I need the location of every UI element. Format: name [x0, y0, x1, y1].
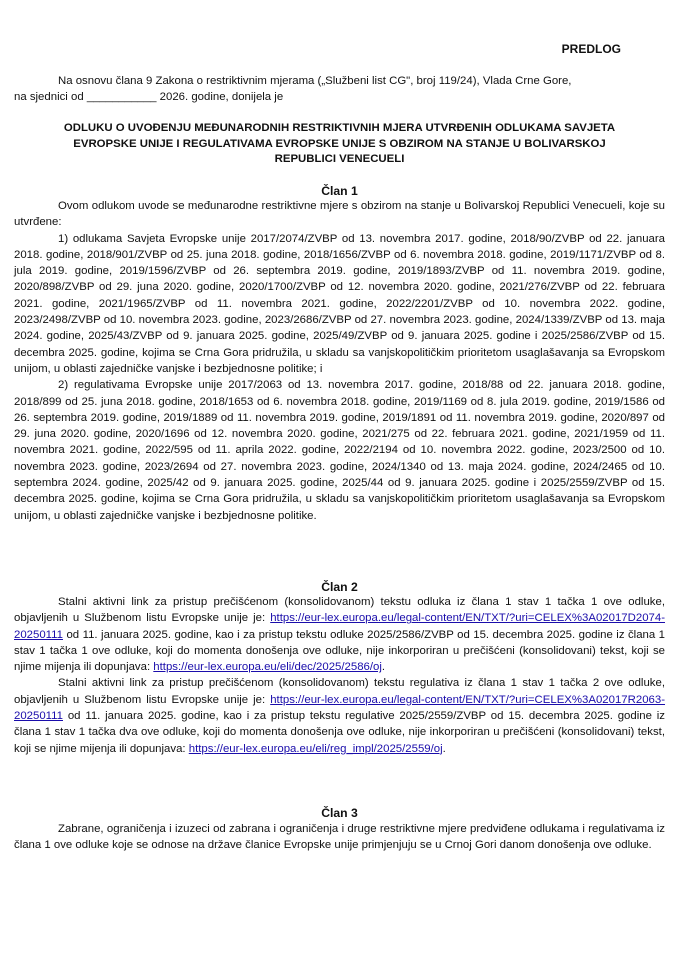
clan-3-paragraph-1: Zabrane, ograničenja i izuzeci od zabrana i ograničenja i druge restriktivne mjere predviđene odlukama i regulativama iz člana 1 ove odluke koje se odnose na države članice Evropske unije primjenjuju se u Crnoj Gori danom donošenja ove odluke. [14, 823, 665, 852]
consolidated-regulations-link[interactable]: https://eur-lex.europa.eu/legal-content/EN/TXT/?uri=CELEX%3A02017R2063-20250111 [14, 693, 665, 723]
clan-2-p1-text-c: . [381, 661, 386, 674]
decision-2025-2586-link[interactable]: https://eur-lex.europa.eu/eli/dec/2025/2586/oj [153, 661, 382, 674]
clan-2-p2-text-c: . [442, 742, 446, 755]
predlog-label: PREDLOG [561, 42, 621, 56]
intro-line-2: na sjednici od ___________ 2026. godine, donijela je [14, 91, 284, 104]
clan-3-heading: Član 3 [321, 806, 358, 820]
clan-2-paragraph-2 [14, 675, 665, 756]
clan-1-heading: Član 1 [321, 184, 358, 198]
title-line-1: ODLUKU O UVOĐENJU MEĐUNARODNIH RESTRIKTIVNIH MJERA UTVRĐENIH ODLUKAMA SAVJETA [63, 122, 616, 134]
clan-2-body [14, 594, 665, 757]
clan-2-p1-text-b: od 11. januara 2025. godine, kao i za pristup tekstu odluke 2025/2586/ZVBP od 15. decembra 2025. godine iz člana 1 stav 1 tačka 1 ove odluke, koji do momenta donošenja ove odluke, nije inkorporiran u prečišćeni (konsolidovani) tekst, koji se njime mijenja ili dopunjava: [14, 628, 665, 674]
clan-2-p1-text-a: Stalni aktivni link za pristup prečišćenom (konsolidovanom) tekstu odluka iz člana 1 stav 1 tačka 1 ove odluke, objavljenih u Službenom listu Evropske unije je: [14, 596, 665, 625]
clan-2-paragraph-1 [14, 594, 665, 675]
title-line-2: EVROPSKE UNIJE I REGULATIVAMA EVROPSKE UNIJE S OBZIROM NA STANJE U BOLIVARSKOJ [73, 137, 606, 150]
clan-2-p2-text-b: od 11. januara 2025. godine, kao i za pristup tekstu regulative 2025/2559/ZVBP od 15. decembra 2025. godine iz člana 1 stav 1 tačka dva ove odluke, koji do momenta donošenja ove odluke, nije inkorporiran u prečišćeni (konsolidovani) tekst, koji se njime mijenja ili dopunjava: [14, 710, 665, 755]
clan-1-body [14, 198, 665, 524]
clan-1-paragraph-2: 1) odlukama Savjeta Evropske unije 2017/2074/ZVBP od 13. novembra 2017. godine, 2018/90/ZVBP od 22. januara 2018. godine, 2018/901/ZVBP od 25. juna 2018. godine, 2018/1656/ZVBP od 6. novembra 2018. godine, 2019/1171/ZVBP od 8. jula 2019. godine, 2019/1596/ZVBP od 26. septembra 2019. godine, 2019/1893/ZVBP od 11. novembra 2019. godine, 2020/898/ZVBP od 29. juna 2020. godine, 2020/1700/ZVBP od 12. novembra 2020. godine, 2021/276/ZVBP od 22. februara 2021. godine, 2021/1965/ZVBP od 11. novembra 2021. godine, 2022/2201/ZVBP od 10. novembra 2022. godine, 2023/2498/ZVBP od 10. novembra 2023. godine, 2023/2686/ZVBP od 27. novembra 2023. godine, 2024/1339/ZVBP od 13. maja 2024. godine, 2025/43/ZVBP od 9. januara 2025. godine, 2025/49/ZVBP od 9. januara 2025. godine i 2025/2586/ZVBP od 15. decembra 2025. godine, kojima se Crna Gora pridružila, u skladu sa vanjskopolitičkim prioritetom usaglašavanja sa Evropskom unijom, u oblasti zajedničke vanjske i bezbjednosne politike; i [14, 232, 665, 375]
regulation-2025-2559-link[interactable]: https://eur-lex.europa.eu/eli/reg_impl/2025/2559/oj [188, 742, 443, 755]
decision-title [14, 121, 665, 168]
intro-paragraph [14, 73, 665, 106]
clan-2-heading: Član 2 [321, 580, 358, 594]
clan-3-body [14, 821, 665, 854]
intro-line-1: Na osnovu člana 9 Zakona o restriktivnim mjerama („Službeni list CG", broj 119/24), Vlada Crne Gore, [58, 75, 572, 87]
title-line-3: REPUBLICI VENECUELI [274, 153, 405, 166]
clan-1-paragraph-3: 2) regulativama Evropske unije 2017/2063 od 13. novembra 2017. godine, 2018/88 od 22. januara 2018. godine, 2018/899 od 25. juna 2018. godine, 2018/1653 od 6. novembra 2018. godine, 2019/1169 od 8. jula 2019. godine, 2019/1586 od 26. septembra 2019. godine, 2019/1889 od 11. novembra 2019. godine, 2019/1891 od 11. novembra 2019. godine, 2020/897 od 29. juna 2020. godine, 2020/1696 od 12. novembra 2020. godine, 2021/275 od 22. februara 2021. godine, 2021/1959 od 11. novembra 2021. godine, 2022/595 od 11. aprila 2022. godine, 2022/2194 od 10. novembra 2022. godine, 2023/2500 od 10. novembra 2023. godine, 2023/2694 od 27. novembra 2023. godine, 2024/1340 od 13. maja 2024. godine, 2024/2465 od 10. septembra 2024. godine, 2025/42 od 9. januara 2025. godine, 2025/44 od 9. januara 2025. godine i 2025/2559/ZVBP od 15. decembra 2025. godine, kojima se Crna Gora pridružila, u skladu sa vanjskopolitičkim prioritetom usaglašavanja sa Evropskom unijom, u oblasti zajedničke vanjske i bezbjednosne politike. [14, 379, 665, 522]
consolidated-decisions-link[interactable]: https://eur-lex.europa.eu/legal-content/EN/TXT/?uri=CELEX%3A02017D2074-20250111 [14, 612, 665, 641]
clan-1-paragraph-1: Ovom odlukom uvode se međunarodne restriktivne mjere s obzirom na stanje u Bolivarskoj Republici Venecueli, koje su utvrđene: [14, 200, 665, 229]
clan-2-p2-text-a: Stalni aktivni link za pristup prečišćenom (konsolidovanom) tekstu regulativa iz člana 1 stav 1 tačka 2 ove odluke, objavljenih u Službenom listu Evropske unije je: [14, 677, 665, 706]
